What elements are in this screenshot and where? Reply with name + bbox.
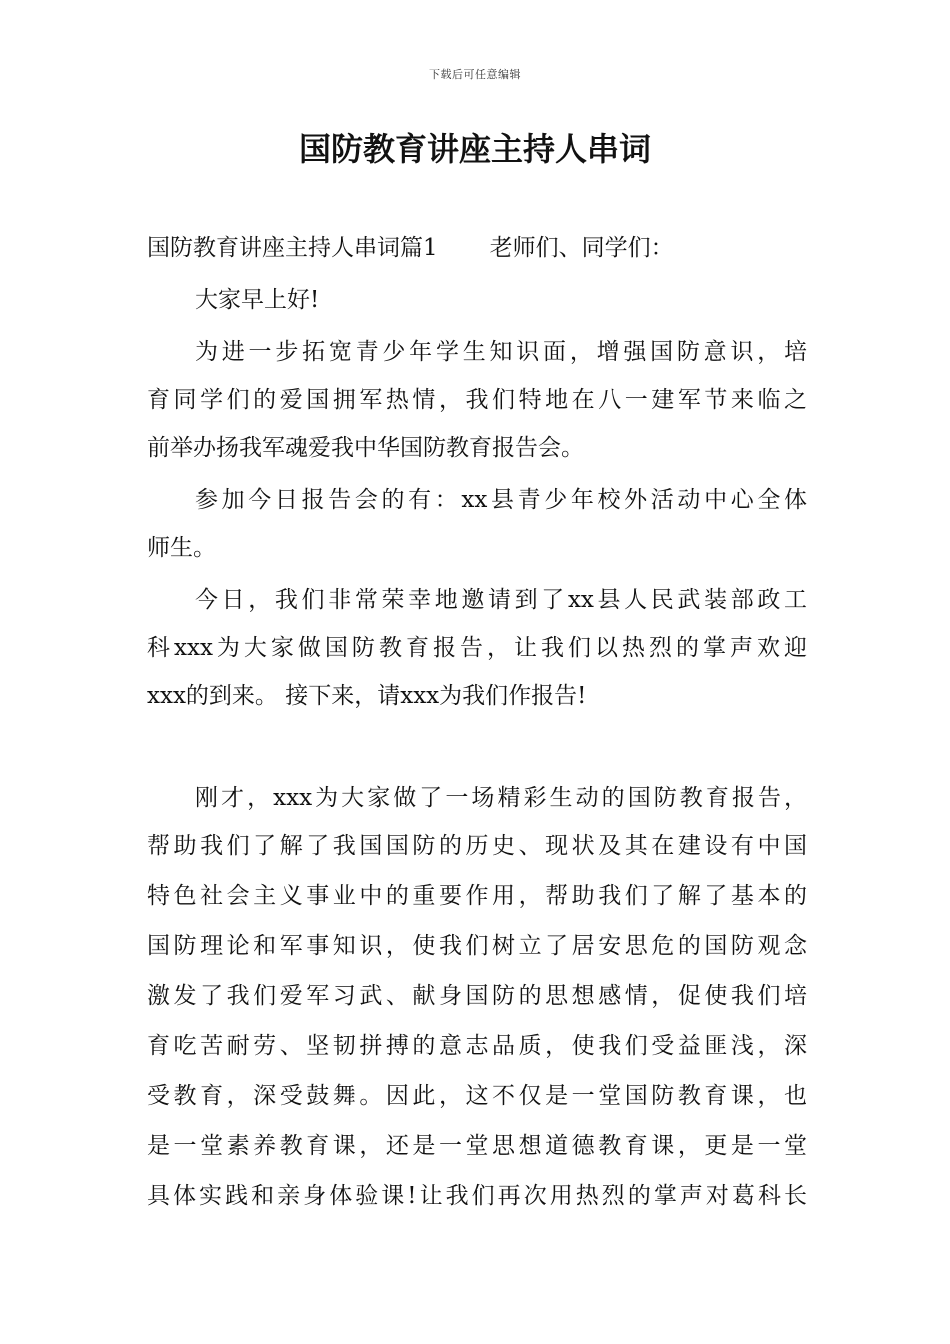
section-heading: 国防教育讲座主持人串词篇1 xyxy=(147,235,438,261)
paragraph-line: 前举办扬我军魂爱我中华国防教育报告会。 xyxy=(147,435,584,461)
paragraph-line: 参加今日报告会的有：xx县青少年校外活动中心全体 xyxy=(195,487,807,513)
paragraph-line: 育吃苦耐劳、坚韧拼搏的意志品质，使我们受益匪浅，深 xyxy=(147,1033,807,1059)
paragraph-line: 为进一步拓宽青少年学生知识面，增强国防意识，培 xyxy=(195,339,807,365)
paragraph-line: xxx的到来。 接下来，请xxx为我们作报告! xyxy=(147,683,587,709)
paragraph-line: 刚才，xxx为大家做了一场精彩生动的国防教育报告， xyxy=(195,785,807,811)
paragraph-line: 今日，我们非常荣幸地邀请到了xx县人民武装部政工 xyxy=(195,587,807,613)
paragraph-line: 特色社会主义事业中的重要作用，帮助我们了解了基本的 xyxy=(147,883,807,909)
section-heading-line xyxy=(147,232,807,264)
paragraph-line: 是一堂素养教育课，还是一堂思想道德教育课，更是一堂 xyxy=(147,1133,807,1159)
paragraph-line: 帮助我们了解了我国国防的历史、现状及其在建设有中国 xyxy=(147,833,807,859)
paragraph-line: 科xxx为大家做国防教育报告，让我们以热烈的掌声欢迎 xyxy=(147,635,807,661)
paragraph-line: 国防理论和军事知识，使我们树立了居安思危的国防观念 xyxy=(147,933,807,959)
salutation: 老师们、同学们： xyxy=(489,235,674,261)
header-note: 下载后可任意编辑 xyxy=(429,68,521,81)
paragraph-line: 受教育，深受鼓舞。因此，这不仅是一堂国防教育课，也 xyxy=(147,1083,807,1109)
paragraph-line: 激发了我们爱军习武、献身国防的思想感情，促使我们培 xyxy=(147,983,807,1009)
paragraph-line: 师生。 xyxy=(147,535,216,561)
paragraph-line: 育同学们的爱国拥军热情，我们特地在八一建军节来临之 xyxy=(147,387,807,413)
greeting-line: 大家早上好! xyxy=(195,287,320,313)
document-title: 国防教育讲座主持人串词 xyxy=(298,130,651,168)
paragraph-line: 具体实践和亲身体验课!让我们再次用热烈的掌声对葛科长 xyxy=(147,1183,807,1209)
